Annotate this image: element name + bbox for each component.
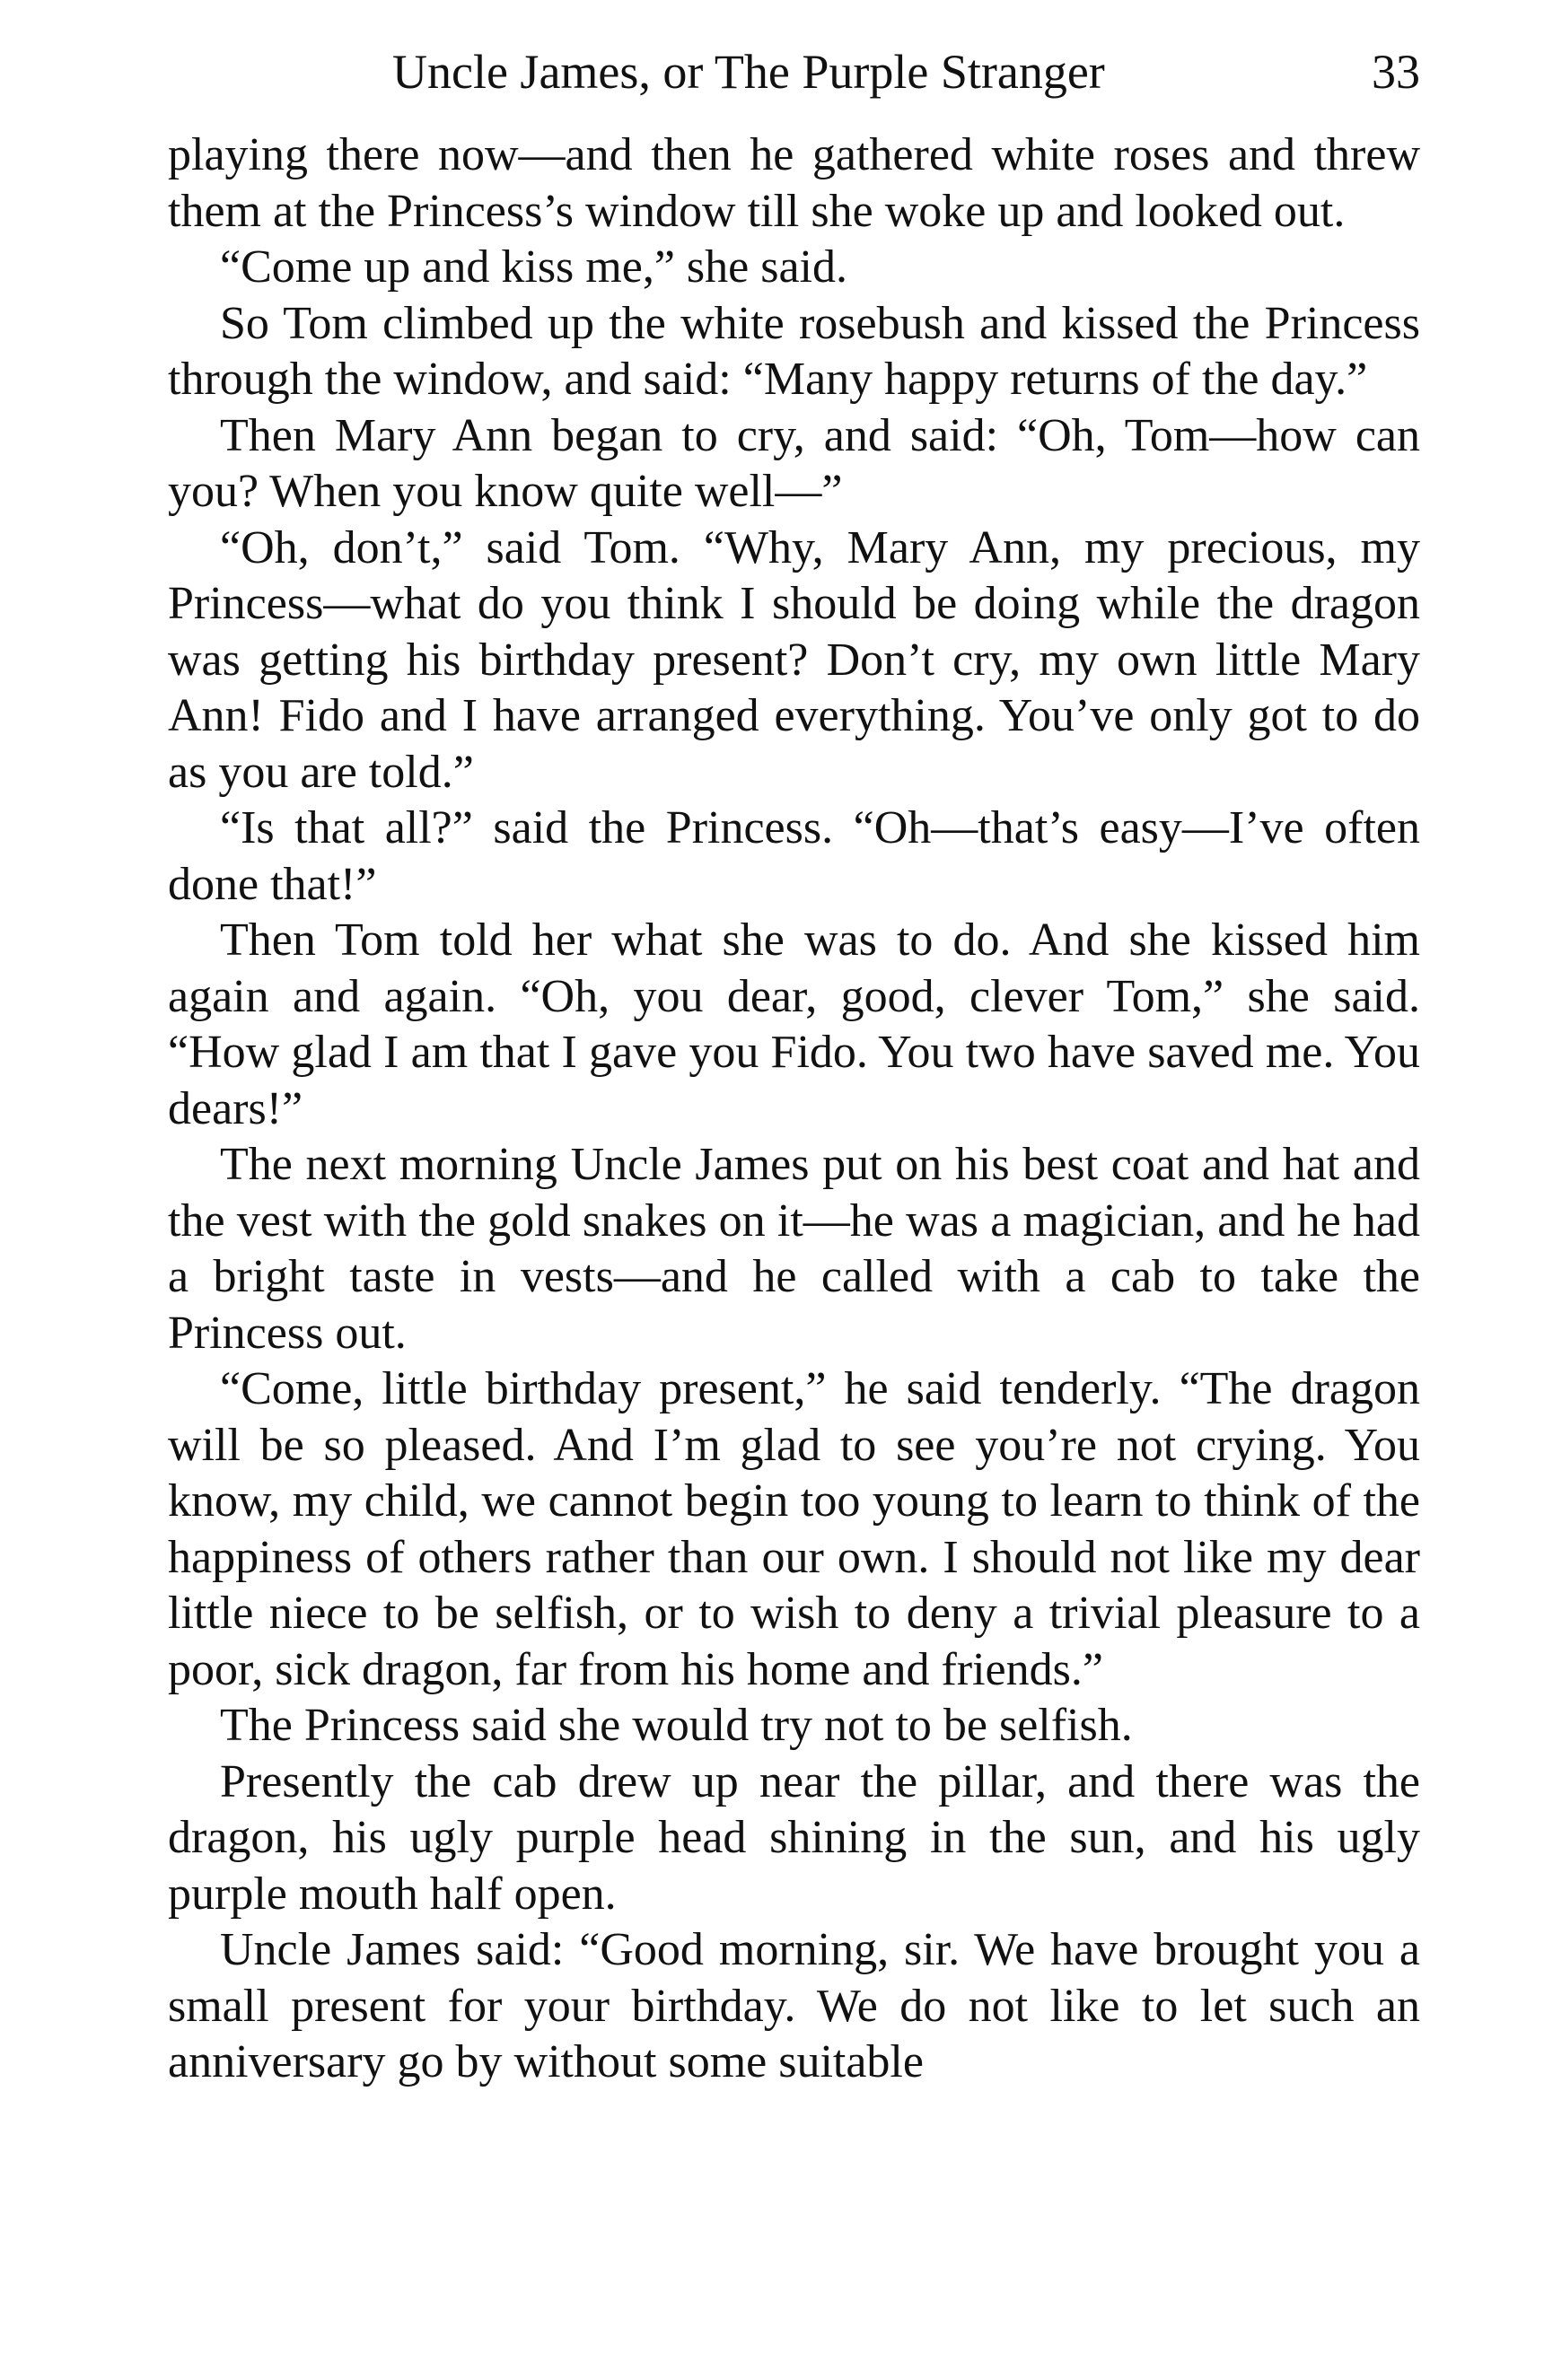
paragraph-5: “Oh, don’t,” said Tom. “Why, Mary Ann, my precious, my Princess—what do you think I should be doing while the dragon was getting his birthday present? Don’t cry, my own little Mary Ann! Fido and I have arranged everything. You’ve only got to do as you are told.” [168, 521, 1420, 798]
paragraph-2: “Come up and kiss me,” she said. [220, 241, 847, 293]
paragraph-1: playing there now—and then he gathered white roses and threw them at the Princess’s window till she woke up and looked out. [168, 129, 1420, 237]
page-number: 33 [1372, 45, 1420, 99]
paragraph-6: “Is that all?” said the Princess. “Oh—that’s easy—I’ve often done that!” [168, 802, 1420, 910]
paragraph-7: Then Tom told her what she was to do. And she kissed him again and again. “Oh, you dear, good, clever Tom,” she said. “How glad I am that I gave you Fido. You two have saved me. You dears!” [168, 914, 1420, 1134]
body-text [168, 127, 1420, 2091]
running-title: Uncle James, or The Purple Stranger [392, 45, 1105, 99]
paragraph-11: Presently the cab drew up near the pillar, and there was the dragon, his ugly purple head shining in the sun, and his ugly purple mouth half open. [168, 1755, 1420, 1920]
paragraph-9: “Come, little birthday present,” he said tenderly. “The dragon will be so pleased. And I’m glad to see you’re not crying. You know, my child, we cannot begin too young to learn to think of the happiness of others rather than our own. I should not like my dear little niece to be selfish, or to wish to deny a trivial pleasure to a poor, sick dragon, far from his home and friends.” [168, 1363, 1420, 1695]
paragraph-10: The Princess said she would try not to be selfish. [220, 1700, 1133, 1751]
paragraph-4: Then Mary Ann began to cry, and said: “Oh, Tom—how can you? When you know quite well—” [168, 409, 1420, 517]
paragraph-12: Uncle James said: “Good morning, sir. We have brought you a small present for your birthday. We do not like to let such an anniversary go by without some suitable [168, 1924, 1420, 2087]
running-head [168, 36, 1420, 108]
paragraph-3: So Tom climbed up the white rosebush and kissed the Princess through the window, and said: “Many happy returns of the day.” [168, 297, 1420, 405]
book-page [168, 36, 1420, 2091]
paragraph-8: The next morning Uncle James put on his best coat and hat and the vest with the gold snakes on it—he was a magician, and he had a bright taste in vests—and he called with a cab to take the Princess out. [168, 1139, 1420, 1359]
